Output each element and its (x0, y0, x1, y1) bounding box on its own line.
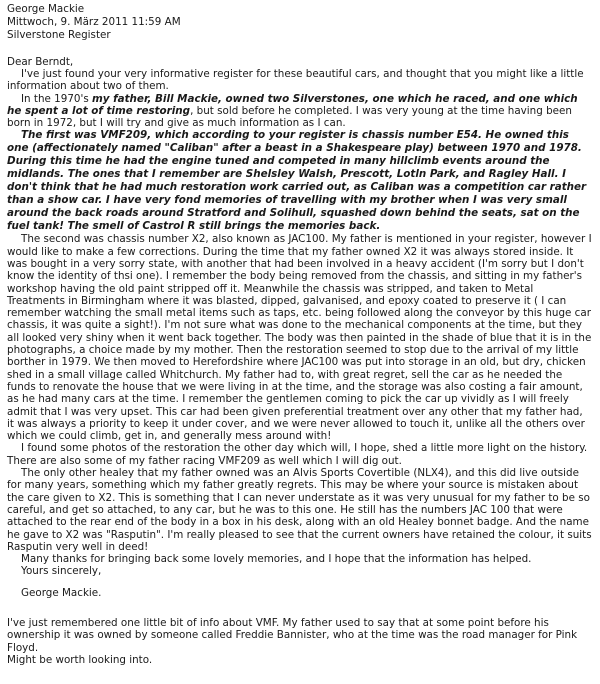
sender-name: George Mackie (7, 3, 85, 15)
paragraph-father-lead: In the 1970's (21, 92, 93, 105)
sent-date: Mittwoch, 9. März 2011 11:59 AM (7, 16, 181, 29)
paragraph-other-healey: The only other healey that my father owned was an Alvis Sports Covertible (NLX4), and this did live outside for many years, something which my father greatly regrets. This may be where your source is mistaken about the care given to X2. This is something that I can never understate as it was very unusual for my father to be so careful, and get so attached, to any car, but he was to this one. He still has the numbers JAC 100 that were attached to the rear end of the body in a box in his desk, along with an old Healey bonnet badge. And the name he gave to X2 was "Rasputin". I'm really pleased to see that the current owners have retained the colour, it suits Rasputin very well in deed! (7, 467, 592, 553)
paragraph-intro: I've just found your very informative register for these beautiful cars, and thought that you might like a little information about two of them. (7, 67, 584, 93)
email-header (7, 3, 592, 43)
paragraph-vmf209: The first was VMF209, which according to your register is chassis number E54. He owned this one (affectionately named "Caliban" after a beast in a Shakespeare play) between 1970 and 1978. During this time he had the engine tuned and competed in many hillclimb events around the midlands. The ones that I remember are Shelsley Walsh, Prescott, Lotln Park, and Ragley Hall. I don't think that he had much restoration work carried out, as Caliban was a competition car rather than a show car. I have very fond memories of travelling with my brother when I was very small around the back roads around Stratford and Solihull, squashed down behind the seats, sat on the fuel tank! The smell of Castrol R still brings the memories back. (7, 129, 587, 233)
paragraph-photos: I found some photos of the restoration the other day which will, I hope, shed a little more light on the history. There are also some of my father racing VMF209 as well which I will dig out. (7, 442, 588, 467)
paragraph-jac100: The second was chassis number X2, also known as JAC100. My father is mentioned in your register, however I would like to make a few corrections. During the time that my father owned X2 it was always stored inside. It was bought in a very sorry state, with another that had been involved in a heavy accident (I'm sorry but I don't know the identity of thsi one). I remember the body being removed from the chassis, and sitting in my father's workshop having the old paint stripped off it. Meanwhile the chassis was stripped, and taken to Metal Treatments in Birmingham where it was blasted, dipped, galvanised, and epoxy coated to preserve it ( I can remember watching the small metal items such as taps, etc. being followed along the conveyor by this huge car chassis, it was quite a sight!). I'm not sure what was done to the mechanical components at the time, but they all looked very shiny when it went back together. The body was then painted in the shade of blue that it is in the photographs, a choice made by my mother. Then the restoration seemed to stop due to the arrival of my little borther in 1979. We then moved to Herefordshire where JAC100 was put into storage in an old, but dry, chicken shed in a small village called Whitchurch. My father had to, with great regret, sell the car as he needed the funds to renovate the house that we were living in at the time, and the storage was also costing a fair amount, as he had many cars at the time. I remember the gentlemen coming to pick the car up vividly as I will freely admit that I was very upset. This car had been given preferential treatment over any other that my father had, it was always a priority to keep it under cover, and we were never allowed to touch it, unlike all the others over which we could climb, get in, and generally mess around with! (7, 233, 592, 443)
paragraph-father (7, 93, 592, 130)
salutation: Dear Berndt, (7, 55, 74, 68)
paragraph-father-emphasis: my father, Bill Mackie, owned two Silverstones, one which he raced, and one which he spent a lot of time restoring (7, 92, 578, 117)
paragraph-thanks: Many thanks for bringing back some lovely memories, and I hope that the information has helped. (21, 553, 532, 566)
email-body (7, 56, 592, 667)
postscript: I've just remembered one little bit of info about VMF. My father used to say that at some point before his ownership it was owned by someone called Freddie Bannister, who at the time was the road manager for Pink Floyd. (7, 617, 578, 654)
postscript-end: Might be worth looking into. (7, 653, 153, 666)
paragraph-father-tail: , but sold before he completed. I was very young at the time having been born in 1972, but I will try and give as much information as I can. (7, 104, 572, 130)
signature: George Mackie. (21, 586, 102, 599)
email-subject: Silverstone Register (7, 29, 111, 42)
closing: Yours sincerely, (21, 565, 102, 578)
